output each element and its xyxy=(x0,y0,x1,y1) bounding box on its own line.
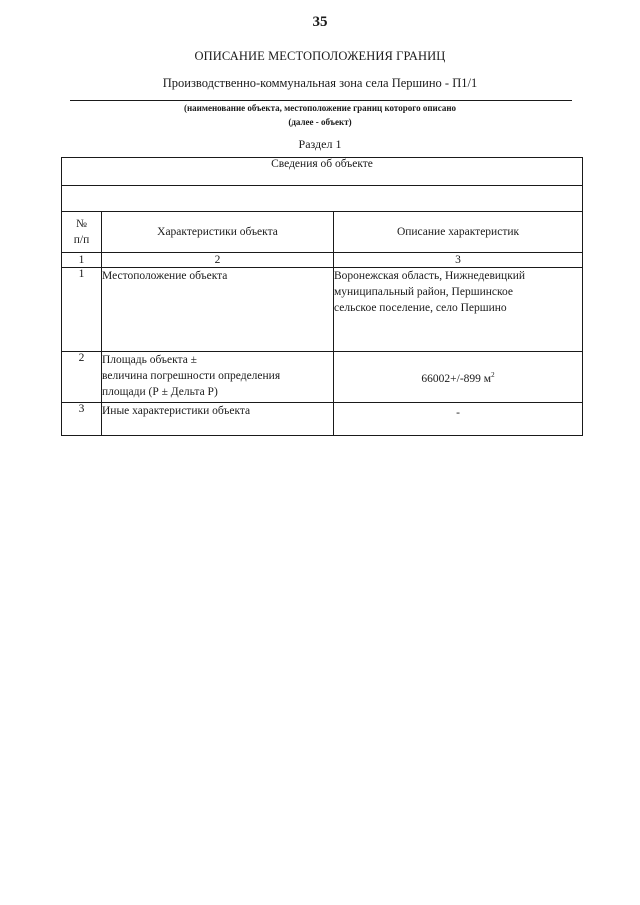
row-value-line: Воронежская область, Нижнедевицкий xyxy=(334,270,526,282)
row-number: 1 xyxy=(62,268,102,352)
section-title: Раздел 1 xyxy=(298,137,342,151)
row-value: - xyxy=(334,403,583,436)
column-header-num-symbol: № xyxy=(76,218,87,230)
row-value xyxy=(334,268,583,352)
row-label xyxy=(102,268,334,352)
page-number: 35 xyxy=(312,14,328,30)
column-index-row xyxy=(62,253,583,268)
row-value xyxy=(334,352,583,403)
area-unit-superscript: 2 xyxy=(491,371,495,380)
row-label-line: Площадь объекта ± xyxy=(102,354,197,366)
row-label xyxy=(102,403,334,436)
column-header-row xyxy=(62,212,583,253)
row-number: 2 xyxy=(62,352,102,403)
column-index-1: 1 xyxy=(62,253,102,268)
row-value-line: сельское поселение, село Першино xyxy=(334,302,507,314)
column-header-num xyxy=(62,212,102,253)
table-row xyxy=(62,352,583,403)
row-number: 3 xyxy=(62,403,102,436)
column-header-description: Описание характеристик xyxy=(334,212,583,253)
row-label-line: площади (Р ± Дельта Р) xyxy=(102,386,218,398)
row-value-line: муниципальный район, Першинское xyxy=(334,286,513,298)
row-label-line: Местоположение объекта xyxy=(102,270,228,282)
row-label-line: величина погрешности определения xyxy=(102,370,281,382)
table-header: Сведения об объекте xyxy=(62,158,583,186)
underline-divider xyxy=(70,100,572,101)
table-blank-row xyxy=(62,186,583,212)
column-header-num-abbr: п/п xyxy=(73,234,90,246)
table-row xyxy=(62,403,583,436)
area-value: 66002+/-899 м xyxy=(421,372,492,385)
row-label-line: Иные характеристики объекта xyxy=(102,405,251,417)
object-name: Производственно-коммунальная зона села Першино - П1/1 xyxy=(162,76,478,90)
table-row xyxy=(62,268,583,352)
column-index-2: 2 xyxy=(102,253,334,268)
object-caption-line-2: (далее - объект) xyxy=(288,117,352,127)
document-title: ОПИСАНИЕ МЕСТОПОЛОЖЕНИЯ ГРАНИЦ xyxy=(194,49,446,63)
row-label xyxy=(102,352,334,403)
column-header-characteristic: Характеристики объекта xyxy=(102,212,334,253)
object-info-table xyxy=(61,157,583,436)
column-index-3: 3 xyxy=(334,253,583,268)
object-caption-line-1: (наименование объекта, местоположение границ которого описано xyxy=(183,103,457,113)
